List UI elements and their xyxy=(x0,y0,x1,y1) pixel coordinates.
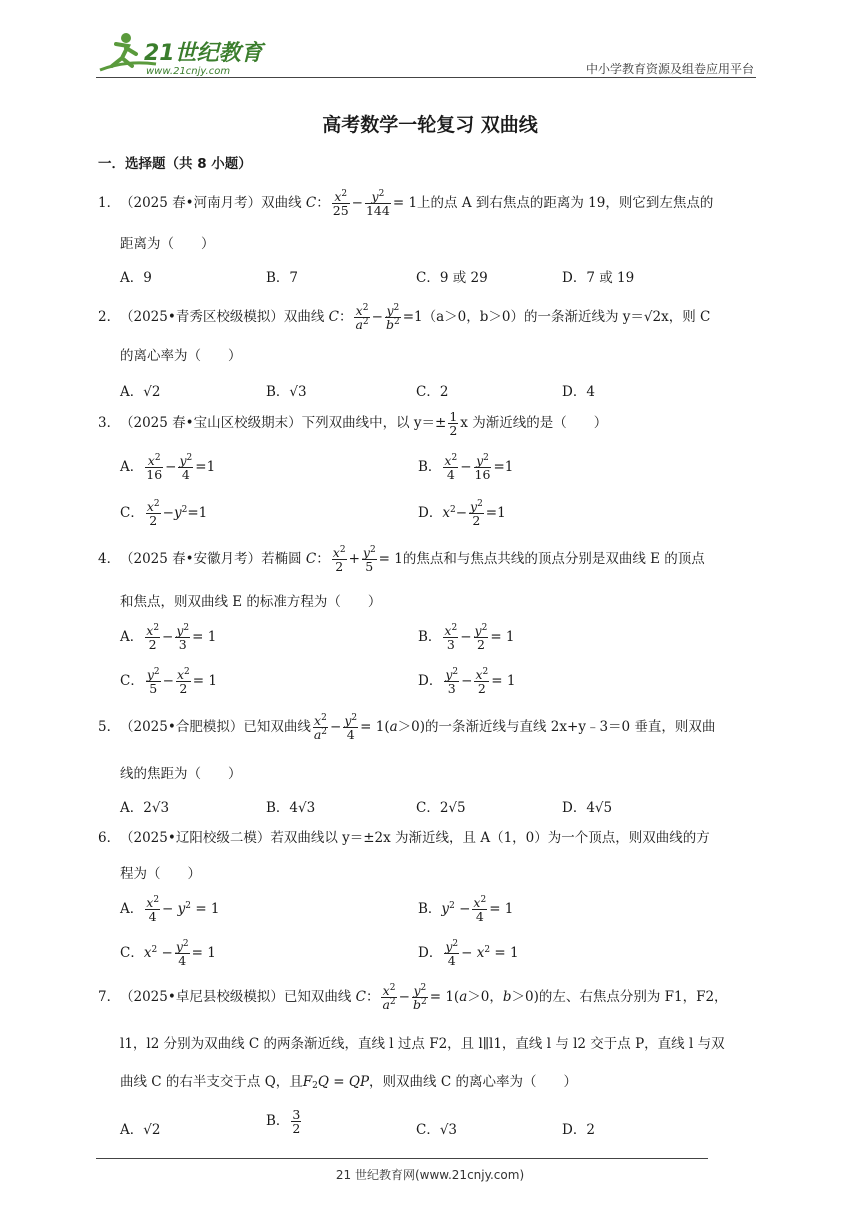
footer: 21 世纪教育网(www.21cnjy.com) xyxy=(335,1168,525,1182)
question-stem: （2025 春•安徽月考）若椭圆 xyxy=(120,551,302,568)
question-stem: （2025•卓尼县校级模拟）已知双曲线 xyxy=(120,989,352,1006)
option-a[interactable]: A．9 xyxy=(120,270,152,286)
question-number: 4． xyxy=(98,551,121,568)
option-d[interactable]: D．2 xyxy=(562,1122,595,1138)
question-number: 5． xyxy=(98,719,121,736)
option-a[interactable]: A． $\frac{x^2}{4}$ − $y^2 = 1$ xyxy=(120,895,220,925)
option-c[interactable]: C．2√5 xyxy=(416,800,466,816)
question-5-cont: 线的焦距为（ ） xyxy=(120,766,242,782)
question-6 xyxy=(98,830,710,846)
logo xyxy=(96,30,266,78)
question-6-cont: 程为（ ） xyxy=(120,866,201,882)
option-d[interactable]: D．4√5 xyxy=(562,800,613,816)
question-number: 1． xyxy=(98,195,121,212)
question-7-cont2: 曲线 C 的右半支交于点 Q，且$F_2Q$ = QP，则双曲线 C 的离心率为（ ） xyxy=(120,1074,577,1091)
runner-logo-icon xyxy=(96,30,266,78)
question-stem-tail: 的左、右焦点分别为 F1，F2， xyxy=(538,989,728,1006)
option-c[interactable]: C．9 或 29 xyxy=(416,270,488,286)
question-number: 7． xyxy=(98,989,121,1006)
option-b[interactable]: B． $\frac{3}{2}$ xyxy=(266,1107,301,1137)
option-a[interactable]: A．√2 xyxy=(120,384,161,400)
section-heading: 一．选择题（共 8 小题） xyxy=(98,156,252,172)
option-c[interactable]: C．$x^2$ − $\frac{y^2}{4}$ = 1 xyxy=(120,939,216,969)
question-stem: （2025 春•宝山区校级期末）下列双曲线中，以 y＝± xyxy=(120,415,447,432)
question-stem-tail: （a＞0，b＞0）的一条渐近线为 y＝√2x，则 C xyxy=(422,309,711,326)
question-number: 6． xyxy=(98,830,121,846)
question-stem-tail: x 为渐近线的是（ ） xyxy=(460,415,608,432)
question-3: 3．（2025 春•宝山区校级期末）下列双曲线中，以 y＝± $\frac{1}{2}$ x 为渐近线的是（ ） xyxy=(98,409,608,439)
question-1: 1．（2025 春•河南月考）双曲线 C： $\frac{x^2}{25}$ − $\frac{y^2}{144}$ = 1上的点 A 到右焦点的距离为 19，则它到左焦点的 xyxy=(98,189,714,219)
question-stem-tail: 的一条渐近线与直线 2x+y﹣3＝0 垂直，则双曲 xyxy=(425,719,716,736)
question-stem: （2025 春•河南月考）双曲线 xyxy=(120,195,302,212)
page-title: 高考数学一轮复习 双曲线 xyxy=(322,114,538,136)
question-number: 3． xyxy=(98,415,121,432)
question-1-cont: 距离为（ ） xyxy=(120,236,215,252)
logo-text: 21世纪教育 xyxy=(144,41,263,66)
option-b[interactable]: B．4√3 xyxy=(266,800,316,816)
question-2-cont: 的离心率为（ ） xyxy=(120,348,242,364)
option-c[interactable]: C． $\frac{x^2}{2}$ $-y^2=1$ xyxy=(120,499,208,529)
question-stem: （2025•辽阳校级二模）若双曲线以 y＝±2x 为渐近线，且 A（1，0）为一个顶点，则双曲线的方 xyxy=(120,830,710,846)
option-a[interactable]: A．√2 xyxy=(120,1122,161,1138)
question-number: 2． xyxy=(98,309,121,326)
option-c[interactable]: C．2 xyxy=(416,384,449,400)
question-4-cont: 和焦点，则双曲线 E 的标准方程为（ ） xyxy=(120,594,382,610)
page-header xyxy=(0,0,860,80)
option-d[interactable]: D．$x^2-$ $\frac{y^2}{2}$ =1 xyxy=(418,499,506,529)
question-4: 4．（2025 春•安徽月考）若椭圆 C： $\frac{x^2}{2}$ + $\frac{y^2}{5}$ = 1的焦点和与焦点共线的顶点分别是双曲线 E 的顶点 xyxy=(98,545,705,575)
header-divider xyxy=(96,77,756,78)
option-d[interactable]: D． $\frac{y^2}{3}$ − $\frac{x^2}{2}$ = 1 xyxy=(418,667,516,697)
option-b[interactable]: B． $\frac{x^2}{4}$ − $\frac{y^2}{16}$ =1 xyxy=(418,453,514,483)
question-stem: （2025•合肥模拟）已知双曲线 xyxy=(120,719,311,736)
footer-divider xyxy=(96,1158,708,1159)
option-c[interactable]: C． $\frac{y^2}{5}$ − $\frac{x^2}{2}$ = 1 xyxy=(120,667,217,697)
question-7-cont: l1，l2 分别为双曲线 C 的两条渐近线，直线 l 过点 F2，且 l∥l1，直线 l 与 l2 交于点 P，直线 l 与双 xyxy=(120,1036,725,1052)
option-d[interactable]: D．4 xyxy=(562,384,595,400)
option-b[interactable]: B． $\frac{x^2}{3}$ − $\frac{y^2}{2}$ = 1 xyxy=(418,623,515,653)
option-b[interactable]: B．$y^2$ − $\frac{x^2}{4}$ = 1 xyxy=(418,895,514,925)
option-d[interactable]: D． $\frac{y^2}{4}$ − $x^2 = 1$ xyxy=(418,939,519,969)
platform-name: 中小学教育资源及组卷应用平台 xyxy=(585,62,754,76)
option-a[interactable]: A．2√3 xyxy=(120,800,170,816)
option-c[interactable]: C．√3 xyxy=(416,1122,458,1138)
option-b[interactable]: B．√3 xyxy=(266,384,307,400)
question-stem-tail: 的焦点和与焦点共线的顶点分别是双曲线 E 的顶点 xyxy=(402,551,705,568)
option-b[interactable]: B．7 xyxy=(266,270,299,286)
question-2: 2．（2025•青秀区校级模拟）双曲线 C： $\frac{x^2}{a^2}$ − $\frac{y^2}{b^2}$ =1（a＞0，b＞0）的一条渐近线为 y＝√2x，则 C xyxy=(98,303,711,333)
question-5: 5．（2025•合肥模拟）已知双曲线 $\frac{x^2}{a^2}$ − $\frac{y^2}{4}$ = 1(a＞0)的一条渐近线与直线 2x+y﹣3＝0 垂直，则双曲 xyxy=(98,713,716,743)
option-a[interactable]: A． $\frac{x^2}{2}$ − $\frac{y^2}{3}$ = 1 xyxy=(120,623,217,653)
question-stem: （2025•青秀区校级模拟）双曲线 xyxy=(120,309,325,326)
option-a[interactable]: A． $\frac{x^2}{16}$ − $\frac{y^2}{4}$ =1 xyxy=(120,453,216,483)
option-d[interactable]: D．7 或 19 xyxy=(562,270,635,286)
logo-url: www.21cnjy.com xyxy=(146,66,231,77)
question-7: 7．（2025•卓尼县校级模拟）已知双曲线 C： $\frac{x^2}{a^2}$ − $\frac{y^2}{b^2}$ = 1(a＞0，b＞0)的左、右焦点分别为 F1，F2， xyxy=(98,983,728,1013)
question-stem-tail: 上的点 A 到右焦点的距离为 19，则它到左焦点的 xyxy=(417,195,714,212)
